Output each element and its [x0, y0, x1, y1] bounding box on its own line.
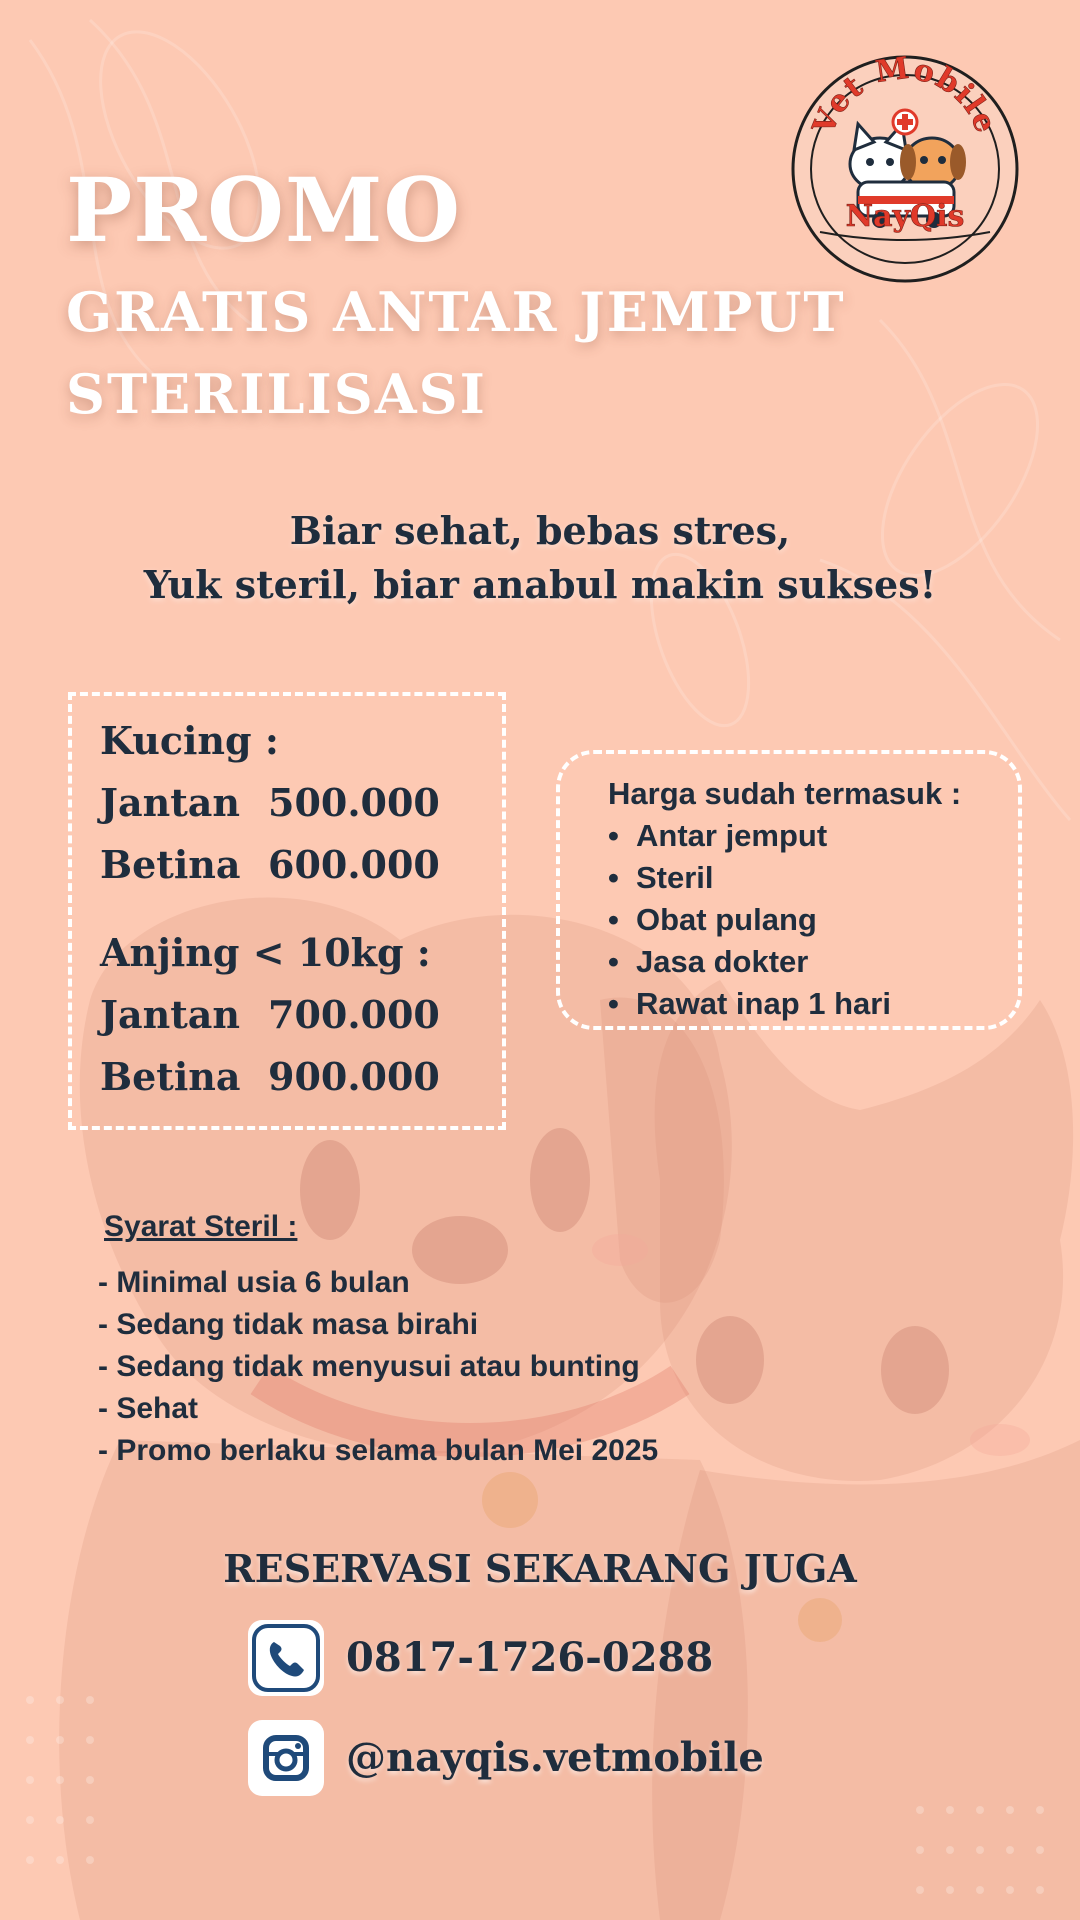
tagline-line2: Yuk steril, biar anabul makin sukses! [143, 562, 937, 607]
requirement-item: - Sehat [98, 1392, 199, 1425]
phone-icon[interactable] [248, 1620, 324, 1696]
instagram-icon[interactable] [248, 1720, 324, 1796]
phone-number[interactable]: 0817-1726-0288 [346, 1634, 714, 1681]
dog-price-heading: Anjing < 10kg : [100, 930, 431, 975]
price-value: 900.000 [268, 1054, 440, 1099]
cat-price-heading: Kucing : [100, 718, 279, 763]
list-item: • Steril [608, 860, 714, 895]
price-label: Betina [100, 1054, 241, 1099]
price-label: Jantan [100, 780, 241, 825]
cat-price-row [100, 780, 440, 825]
dog-price-row [100, 992, 440, 1037]
reservation-heading: RESERVASI SEKARANG JUGA [223, 1546, 857, 1591]
tagline-line1: Biar sehat, bebas stres, [289, 508, 791, 553]
requirement-item: - Sedang tidak masa birahi [98, 1308, 479, 1341]
dog-price-row [100, 1054, 440, 1099]
promo-subtitle-line1: GRATIS ANTAR JEMPUT [66, 280, 846, 344]
included-title: Harga sudah termasuk : [608, 776, 962, 811]
list-item: • Jasa dokter [608, 944, 809, 979]
price-value: 600.000 [268, 842, 440, 887]
requirement-item: - Promo berlaku selama bulan Mei 2025 [98, 1434, 659, 1467]
promo-title: PROMO [66, 158, 462, 262]
price-value: 700.000 [268, 992, 440, 1037]
cat-price-row [100, 842, 440, 887]
list-item: • Antar jemput [608, 818, 828, 853]
price-value: 500.000 [268, 780, 440, 825]
logo-arc-text: Vet Mobile [806, 54, 1004, 140]
list-item: • Rawat inap 1 hari [608, 986, 891, 1021]
price-label: Jantan [100, 992, 241, 1037]
logo-name: NayQis [845, 199, 965, 234]
requirement-item: - Sedang tidak menyusui atau bunting [98, 1350, 640, 1383]
price-label: Betina [100, 842, 241, 887]
price-list-box [68, 692, 506, 1130]
requirement-item: - Minimal usia 6 bulan [98, 1266, 410, 1299]
instagram-handle[interactable]: @nayqis.vetmobile [346, 1734, 764, 1781]
vet-mobile-logo-icon [790, 54, 1020, 284]
promo-subtitle-line2: STERILISASI [66, 362, 487, 426]
requirements-title: Syarat Steril : [104, 1210, 298, 1243]
included-items-box [556, 750, 1022, 1030]
list-item: • Obat pulang [608, 902, 817, 937]
